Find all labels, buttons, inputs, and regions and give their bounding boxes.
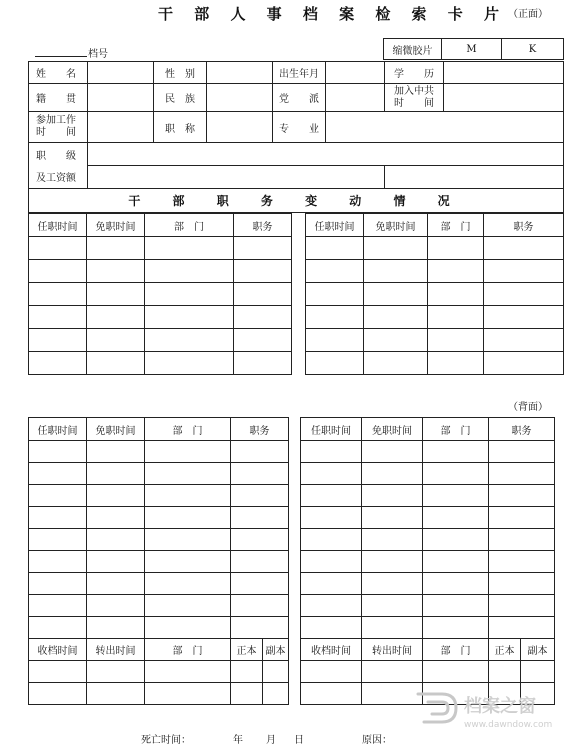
back-right-header-original: 正本 (489, 639, 521, 661)
back-left-header-copy: 副本 (263, 639, 289, 661)
label-join-cpc (385, 84, 444, 112)
page-title: 干 部 人 事 档 案 检 索 卡 片 (158, 5, 508, 23)
microfilm-label: 缩微胶片 (384, 39, 442, 60)
footer-death-label: 死亡时间： (141, 735, 191, 746)
value-name[interactable] (88, 62, 154, 84)
front-right-header-end: 免职时间 (364, 214, 428, 237)
watermark-logo-icon (412, 684, 572, 732)
label-work-start-line1: 参加工作 (36, 115, 76, 126)
value-salary[interactable] (88, 166, 385, 189)
label-education: 学 历 (385, 62, 444, 84)
file-no-underline (35, 56, 87, 57)
footer-month-label: 月 (266, 735, 276, 746)
value-major[interactable] (326, 112, 564, 143)
label-gender: 性 别 (154, 62, 207, 84)
back-right-header-duty: 职务 (489, 418, 555, 441)
value-salary-extra[interactable] (385, 166, 564, 189)
label-work-start-line2: 时 间 (36, 127, 76, 138)
front-right-header-duty: 职务 (484, 214, 564, 237)
value-ethnic[interactable] (207, 84, 273, 112)
watermark (412, 684, 572, 732)
back-left-header-original: 正本 (231, 639, 263, 661)
watermark-brand: 档案之窗 (464, 696, 536, 717)
back-left-header-archive-dept: 部 门 (145, 639, 231, 661)
back-gap-column (289, 418, 301, 705)
label-title: 职 称 (154, 112, 207, 143)
back-duty-table (28, 417, 555, 705)
front-right-header-start: 任职时间 (306, 214, 364, 237)
back-right-header-transferred: 转出时间 (362, 639, 423, 661)
back-right-header-archive-dept: 部 门 (423, 639, 489, 661)
front-left-header-dept: 部 门 (145, 214, 234, 237)
value-native[interactable] (88, 84, 154, 112)
watermark-url: www.dawndow.com (464, 720, 553, 730)
label-rank-line1: 职 级 (29, 143, 88, 166)
front-gap-column (292, 214, 306, 375)
label-party: 党 派 (273, 84, 326, 112)
label-join-cpc-line2: 时 间 (394, 97, 434, 109)
value-join-cpc[interactable] (444, 84, 564, 112)
back-right-header-dept: 部 门 (423, 418, 489, 441)
value-party[interactable] (326, 84, 385, 112)
front-left-header-end: 免职时间 (87, 214, 145, 237)
back-left-header-received: 收档时间 (29, 639, 87, 661)
label-birth: 出生年月 (273, 62, 326, 84)
front-duty-table (28, 213, 564, 375)
value-education[interactable] (444, 62, 564, 84)
label-native: 籍 贯 (29, 84, 88, 112)
label-join-cpc-line1: 加入中共 (394, 85, 434, 97)
label-ethnic: 民 族 (154, 84, 207, 112)
back-left-header-dept: 部 门 (145, 418, 231, 441)
file-no-label: 档号 (88, 49, 108, 60)
back-side-tag: （背面） (508, 402, 548, 413)
value-work-start[interactable] (88, 112, 154, 143)
back-left-header-end: 免职时间 (87, 418, 145, 441)
front-left-header-start: 任职时间 (29, 214, 87, 237)
microfilm-table (383, 38, 564, 60)
section-title-duty-changes: 干 部 职 务 变 动 情 况 (29, 189, 564, 213)
value-rank[interactable] (88, 143, 564, 166)
back-right-header-copy: 副本 (521, 639, 555, 661)
microfilm-k: K (502, 39, 564, 60)
label-name: 姓 名 (29, 62, 88, 84)
footer-reason-label: 原因： (362, 735, 392, 746)
value-gender[interactable] (207, 62, 273, 84)
label-major: 专 业 (273, 112, 326, 143)
back-left-header-duty: 职务 (231, 418, 289, 441)
back-right-header-end: 免职时间 (362, 418, 423, 441)
front-right-header-dept: 部 门 (428, 214, 484, 237)
back-left-header-start: 任职时间 (29, 418, 87, 441)
label-work-start (29, 112, 88, 143)
front-side-tag: （正面） (508, 9, 548, 20)
personal-info-table (28, 61, 564, 213)
value-title[interactable] (207, 112, 273, 143)
back-left-header-transferred: 转出时间 (87, 639, 145, 661)
microfilm-m: M (442, 39, 502, 60)
label-rank-line2: 及工资额 (29, 166, 88, 189)
back-right-header-start: 任职时间 (301, 418, 362, 441)
back-right-header-received: 收档时间 (301, 639, 362, 661)
value-birth[interactable] (326, 62, 385, 84)
footer-day-label: 日 (294, 735, 304, 746)
footer-year-label: 年 (233, 735, 243, 746)
front-left-header-duty: 职务 (234, 214, 292, 237)
